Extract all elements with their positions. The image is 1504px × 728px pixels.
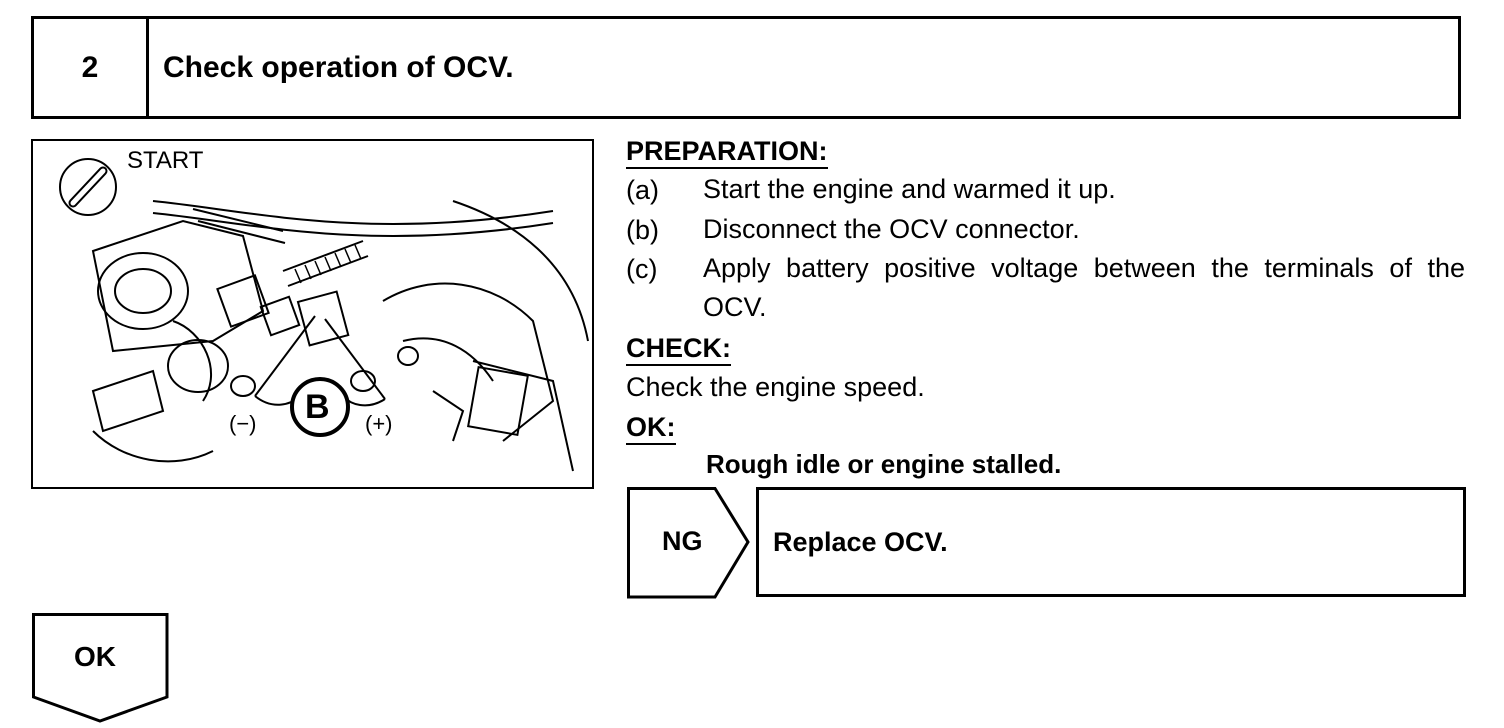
ok-branch-label: OK — [74, 641, 116, 672]
engine-drawing — [33, 141, 594, 489]
prep-item-b-label: (b) — [626, 215, 659, 245]
prep-item-c-label: (c) — [626, 254, 658, 284]
ok-standard-text: Rough idle or engine stalled. — [706, 449, 1062, 479]
ignition-key-icon — [60, 159, 116, 215]
step-number: 2 — [34, 19, 149, 116]
preparation-heading: PREPARATION: — [626, 136, 828, 169]
check-heading: CHECK: — [626, 333, 731, 366]
step-header — [31, 16, 1461, 119]
symbol-b-label: B — [305, 388, 330, 426]
start-label: START — [127, 147, 204, 174]
prep-item-a-text: Start the engine and warmed it up. — [703, 174, 1116, 204]
terminal-positive-label: (+) — [365, 411, 393, 436]
ng-label: NG — [662, 526, 703, 556]
prep-item-a-label: (a) — [626, 175, 659, 205]
ok-standard-heading: OK: — [626, 412, 676, 445]
ng-action-box — [756, 487, 1466, 597]
engine-illustration — [31, 139, 594, 489]
ng-action-text: Replace OCV. — [773, 526, 948, 557]
terminal-negative-label: (−) — [229, 411, 257, 436]
check-text: Check the engine speed. — [626, 372, 925, 402]
step-title: Check operation of OCV. — [163, 50, 514, 84]
prep-item-c-text: Apply battery positive voltage between the terminals of the OCV. — [703, 253, 1465, 322]
prep-item-b-text: Disconnect the OCV connector. — [703, 214, 1080, 244]
